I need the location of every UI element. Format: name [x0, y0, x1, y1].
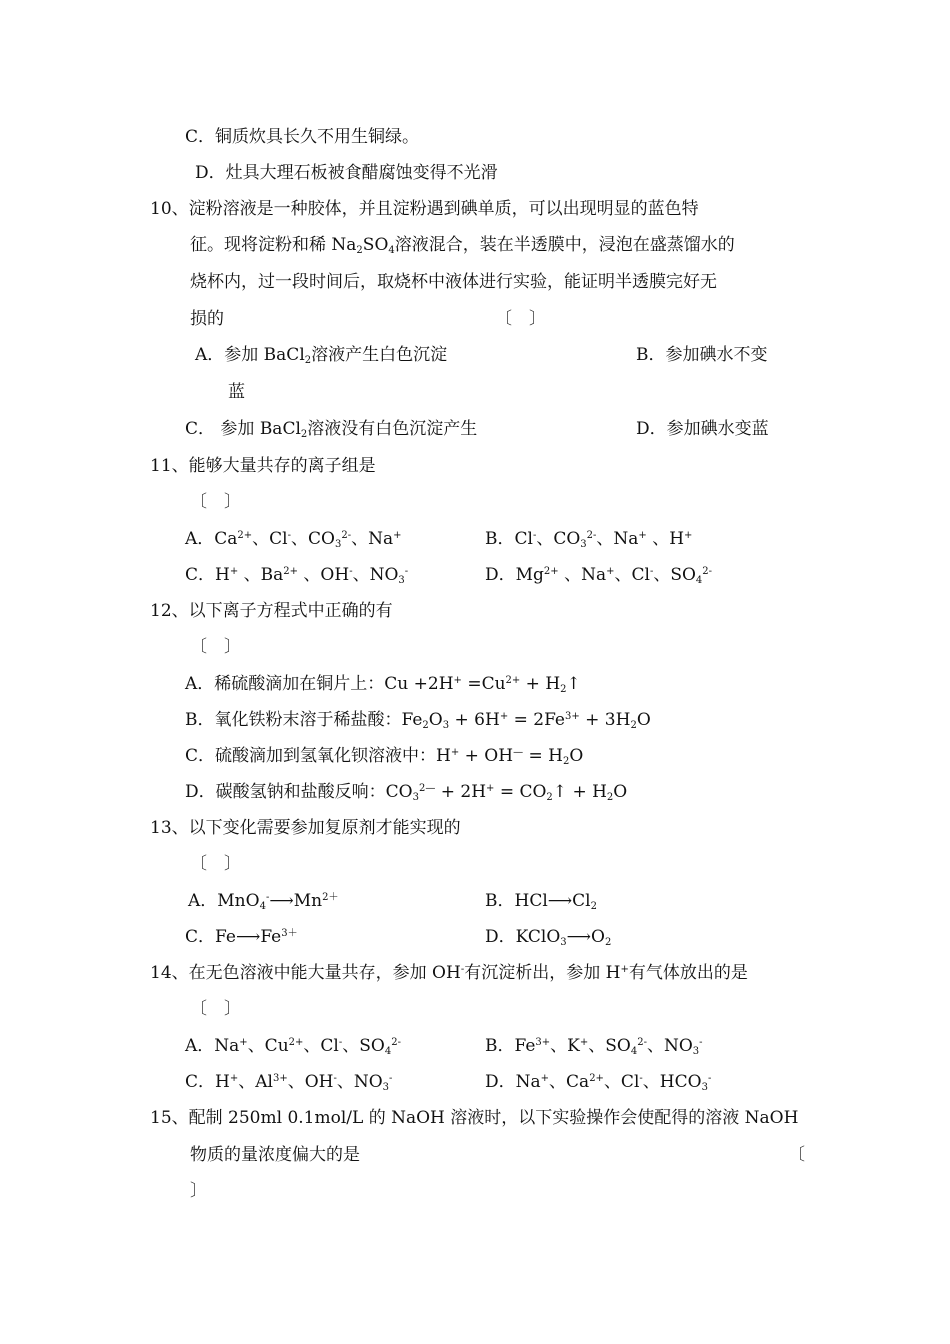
q13-option-b: B．$HCl⟶Cl_2$ [485, 891, 597, 912]
q10-option-a: A．参加 BaCl$_2$溶液产生白色沉淀 [195, 345, 448, 366]
q11-option-b: B．Cl-、$CO_3^{2-}$、Na+ 、H+ [485, 529, 693, 550]
q12-option-d: D．碳酸氢钠和盐酸反响：$CO_3^{2—} + 2H^+$ = $CO_2↑ + H_2O$ [185, 782, 628, 803]
q10-option-d: D．参加碘水变蓝 [636, 419, 769, 439]
q11-stem: 11、能够大量共存的离子组是 [150, 456, 376, 476]
q13-stem: 13、以下变化需要参加复原剂才能实现的 [150, 818, 461, 838]
q13-option-c: C．$Fe⟶Fe^{3+}$ [185, 927, 298, 947]
right-arrow-icon: ⟶ [269, 891, 294, 911]
right-arrow-icon: ⟶ [235, 927, 261, 947]
q12-option-b: B．氧化铁粉末溶于稀盐酸：$Fe_2O_3 + 6H^+ = 2Fe^{3+} + 3H_2O$ [185, 710, 651, 731]
q9-option-d: D．灶具大理石板被食醋腐蚀变得不光滑 [195, 163, 498, 183]
q11-answer-paren: 〔 〕 [190, 492, 241, 512]
q15-stem-line2: 物质的量浓度偏大的是 [190, 1145, 360, 1165]
q14-option-d: D．Na+、$Ca^{2+}$、Cl-、$HCO_3^-$ [485, 1072, 712, 1093]
q9-option-c: C．铜质炊具长久不用生铜绿。 [185, 127, 420, 147]
q10-stem-line1: 10、淀粉溶液是一种胶体，并且淀粉遇到碘单质，可以出现明显的蓝色特 [150, 199, 699, 219]
q15-answer-paren-open: 〔 [788, 1145, 805, 1165]
q14-stem: 14、在无色溶液中能大量共存，参加 OH-有沉淀析出，参加 H+有气体放出的是 [150, 963, 748, 983]
q10-stem-line4: 损的 [190, 309, 224, 329]
q14-option-b: B．$Fe^{3+}$、K+、$SO_4^{2-}$、$NO_3^-$ [485, 1036, 703, 1057]
q11-option-d: D．$Mg^{2+}$ 、Na+、Cl-、$SO_4^{2-}$ [485, 565, 713, 586]
q13-answer-paren: 〔 〕 [190, 854, 241, 874]
q13-option-d: D．$KClO_3⟶O_2$ [485, 927, 612, 948]
q14-option-a: A．Na+、$Cu^{2+}$、Cl-、$SO_4^{2-}$ [185, 1036, 401, 1057]
q10-answer-paren: 〔 〕 [495, 309, 546, 329]
q15-answer-paren-close: 〕 [190, 1181, 207, 1201]
q12-option-c: C．硫酸滴加到氢氧化钡溶液中：$H^+ + OH^— = H_2O$ [185, 746, 584, 767]
q14-option-c: C．H+、$Al^{3+}$、OH-、$NO_3^-$ [185, 1072, 393, 1093]
q10-stem-line2: 征。现将淀粉和稀 $Na_2SO_4$溶液混合，装在半透膜中，浸泡在盛蒸馏水的 [190, 235, 735, 256]
q15-stem-line1: 15、配制 250ml 0.1mol/L 的 NaOH 溶液时，以下实验操作会使配得的溶液 NaOH [150, 1108, 799, 1128]
q12-option-a: A．稀硫酸滴加在铜片上：$Cu +2H^+ =Cu^{2+}$ + $H_2↑$ [185, 674, 581, 695]
q10-option-b-continued: 蓝 [228, 382, 245, 402]
q12-stem: 12、以下离子方程式中正确的有 [150, 601, 393, 621]
q13-option-a: A．$MnO_4^-⟶Mn^{2+}$ [188, 891, 339, 912]
q11-option-c: C．H+ 、$Ba^{2+}$ 、OH-、$NO_3^-$ [185, 565, 409, 586]
q14-answer-paren: 〔 〕 [190, 999, 241, 1019]
right-arrow-icon: ⟶ [566, 927, 592, 947]
q10-option-c: C． 参加 BaCl$_2$溶液没有白色沉淀产生 [185, 419, 478, 440]
q12-answer-paren: 〔 〕 [190, 637, 241, 657]
right-arrow-icon: ⟶ [547, 891, 573, 911]
q10-option-b: B．参加碘水不变 [636, 345, 768, 365]
q10-stem-line3: 烧杯内，过一段时间后，取烧杯中液体进行实验，能证明半透膜完好无 [190, 272, 717, 292]
q11-option-a: A．$Ca^{2+}$、Cl-、$CO_3^{2-}$、Na+ [185, 529, 402, 550]
